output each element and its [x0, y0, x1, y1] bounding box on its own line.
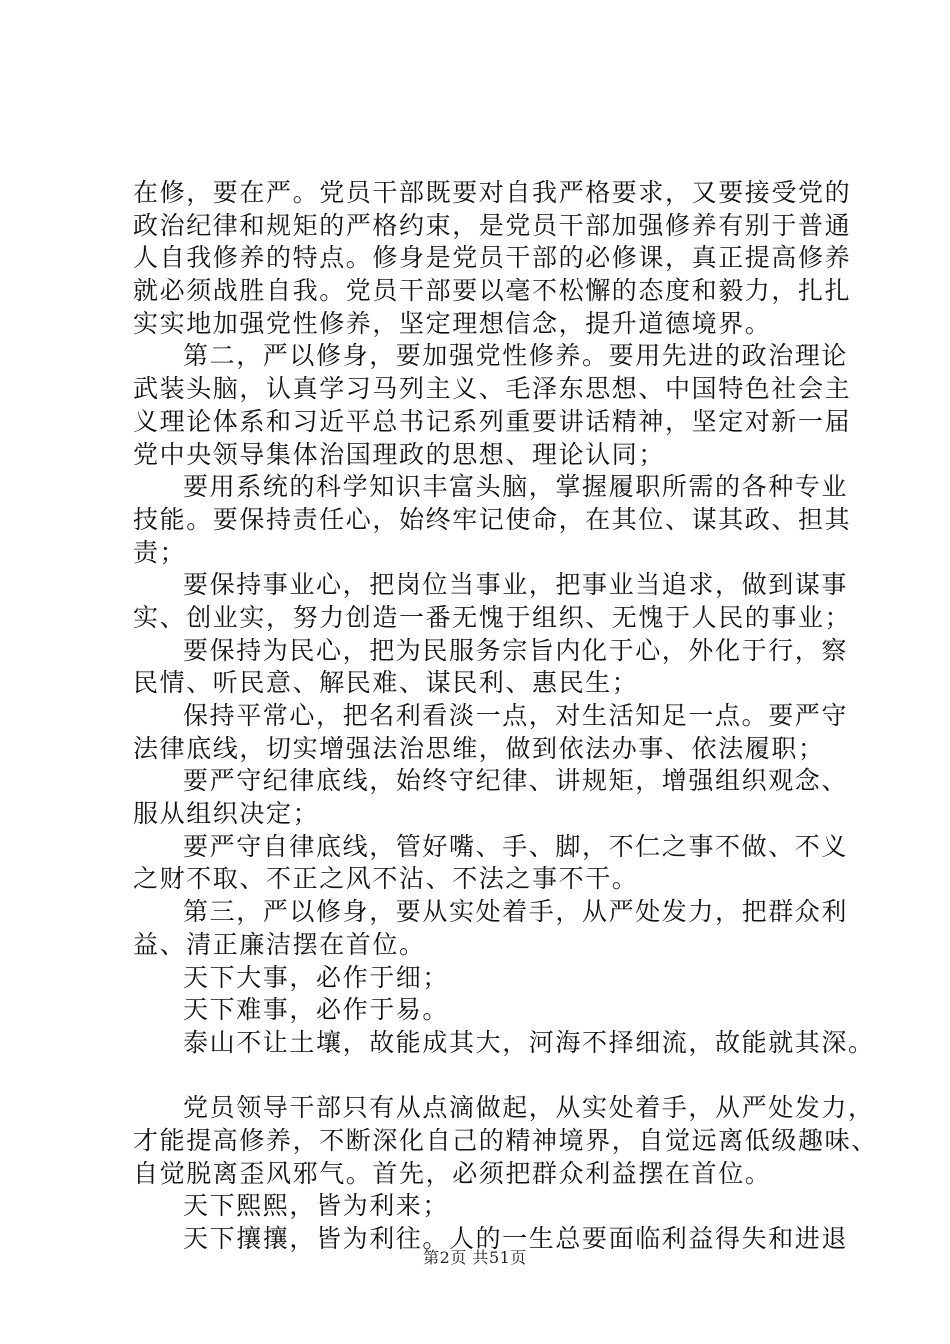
document-body [133, 177, 878, 1256]
page-footer: 第2页 共51页 [423, 1248, 527, 1267]
text-line: 要保持为民心，把为民服务宗旨内化于心，外化于行，察 [183, 635, 849, 665]
text-line: 民情、听民意、解民难、谋民利、惠民生； [133, 668, 639, 698]
text-line: 第二，严以修身，要加强党性修养。要用先进的政治理论 [183, 341, 849, 371]
text-line: 要严守自律底线，管好嘴、手、脚，不仁之事不做、不义 [183, 831, 849, 861]
text-line: 实、创业实，努力创造一番无愧于组织、无愧于人民的事业； [133, 602, 852, 632]
text-line: 要严守纪律底线，始终守纪律、讲规矩，增强组织观念、 [183, 766, 849, 796]
text-line: 要保持事业心，把岗位当事业，把事业当追求，做到谋事 [183, 570, 849, 600]
text-line: 义理论体系和习近平总书记系列重要讲话精神，坚定对新一届 [133, 406, 852, 436]
text-line: 责； [133, 537, 187, 567]
text-line: 就必须战胜自我。党员干部要以毫不松懈的态度和毅力，扎扎 [133, 276, 852, 306]
text-line: 之财不取、不正之风不沾、不法之事不干。 [133, 864, 639, 894]
text-line: 第三，严以修身，要从实处着手，从严处发力，把群众利 [183, 897, 849, 927]
text-line: 保持平常心，把名利看淡一点，对生活知足一点。要严守 [183, 701, 849, 730]
text-line: 在修，要在严。党员干部既要对自我严格要求，又要接受党的 [133, 178, 852, 207]
text-line: 要用系统的科学知识丰富头脑，掌握履职所需的各种专业 [183, 472, 849, 502]
text-line: 服从组织决定； [133, 799, 320, 829]
text-line: 天下难事，必作于易。 [183, 995, 450, 1025]
text-line: 人自我修养的特点。修身是党员干部的必修课，真正提高修养 [133, 243, 852, 273]
text-line: 党中央领导集体治国理政的思想、理论认同； [133, 439, 666, 469]
text-line: 实实地加强党性修养，坚定理想信念，提升道德境界。 [133, 308, 772, 338]
text-line: 天下大事，必作于细； [183, 962, 450, 992]
text-line: 党员领导干部只有从点滴做起，从实处着手，从严处发力， [183, 1093, 875, 1123]
text-line: 政治纪律和规矩的严格约束，是党员干部加强修养有别于普通 [133, 210, 852, 240]
text-line: 益、清正廉洁摆在首位。 [133, 929, 426, 959]
text-line: 技能。要保持责任心，始终牢记使命，在其位、谋其政、担其 [133, 504, 852, 534]
text-line: 天下熙熙，皆为利来； [183, 1191, 450, 1221]
text-line: 天下攘攘，皆为利往。人的一生总要面临利益得失和进退 [183, 1224, 849, 1253]
text-line: 泰山不让土壤，故能成其大，河海不择细流，故能就其深。 [183, 1027, 875, 1057]
blank-line [133, 1060, 853, 1093]
text-line: 自觉脱离歪风邪气。首先，必须把群众利益摆在首位。 [133, 1158, 772, 1188]
text-line: 才能提高修养，不断深化自己的精神境界，自觉远离低级趣味、 [133, 1125, 878, 1155]
text-line: 武装头脑，认真学习马列主义、毛泽东思想、中国特色社会主 [133, 374, 852, 404]
text-line: 法律底线，切实增强法治思维，做到依法办事、依法履职； [133, 733, 825, 763]
